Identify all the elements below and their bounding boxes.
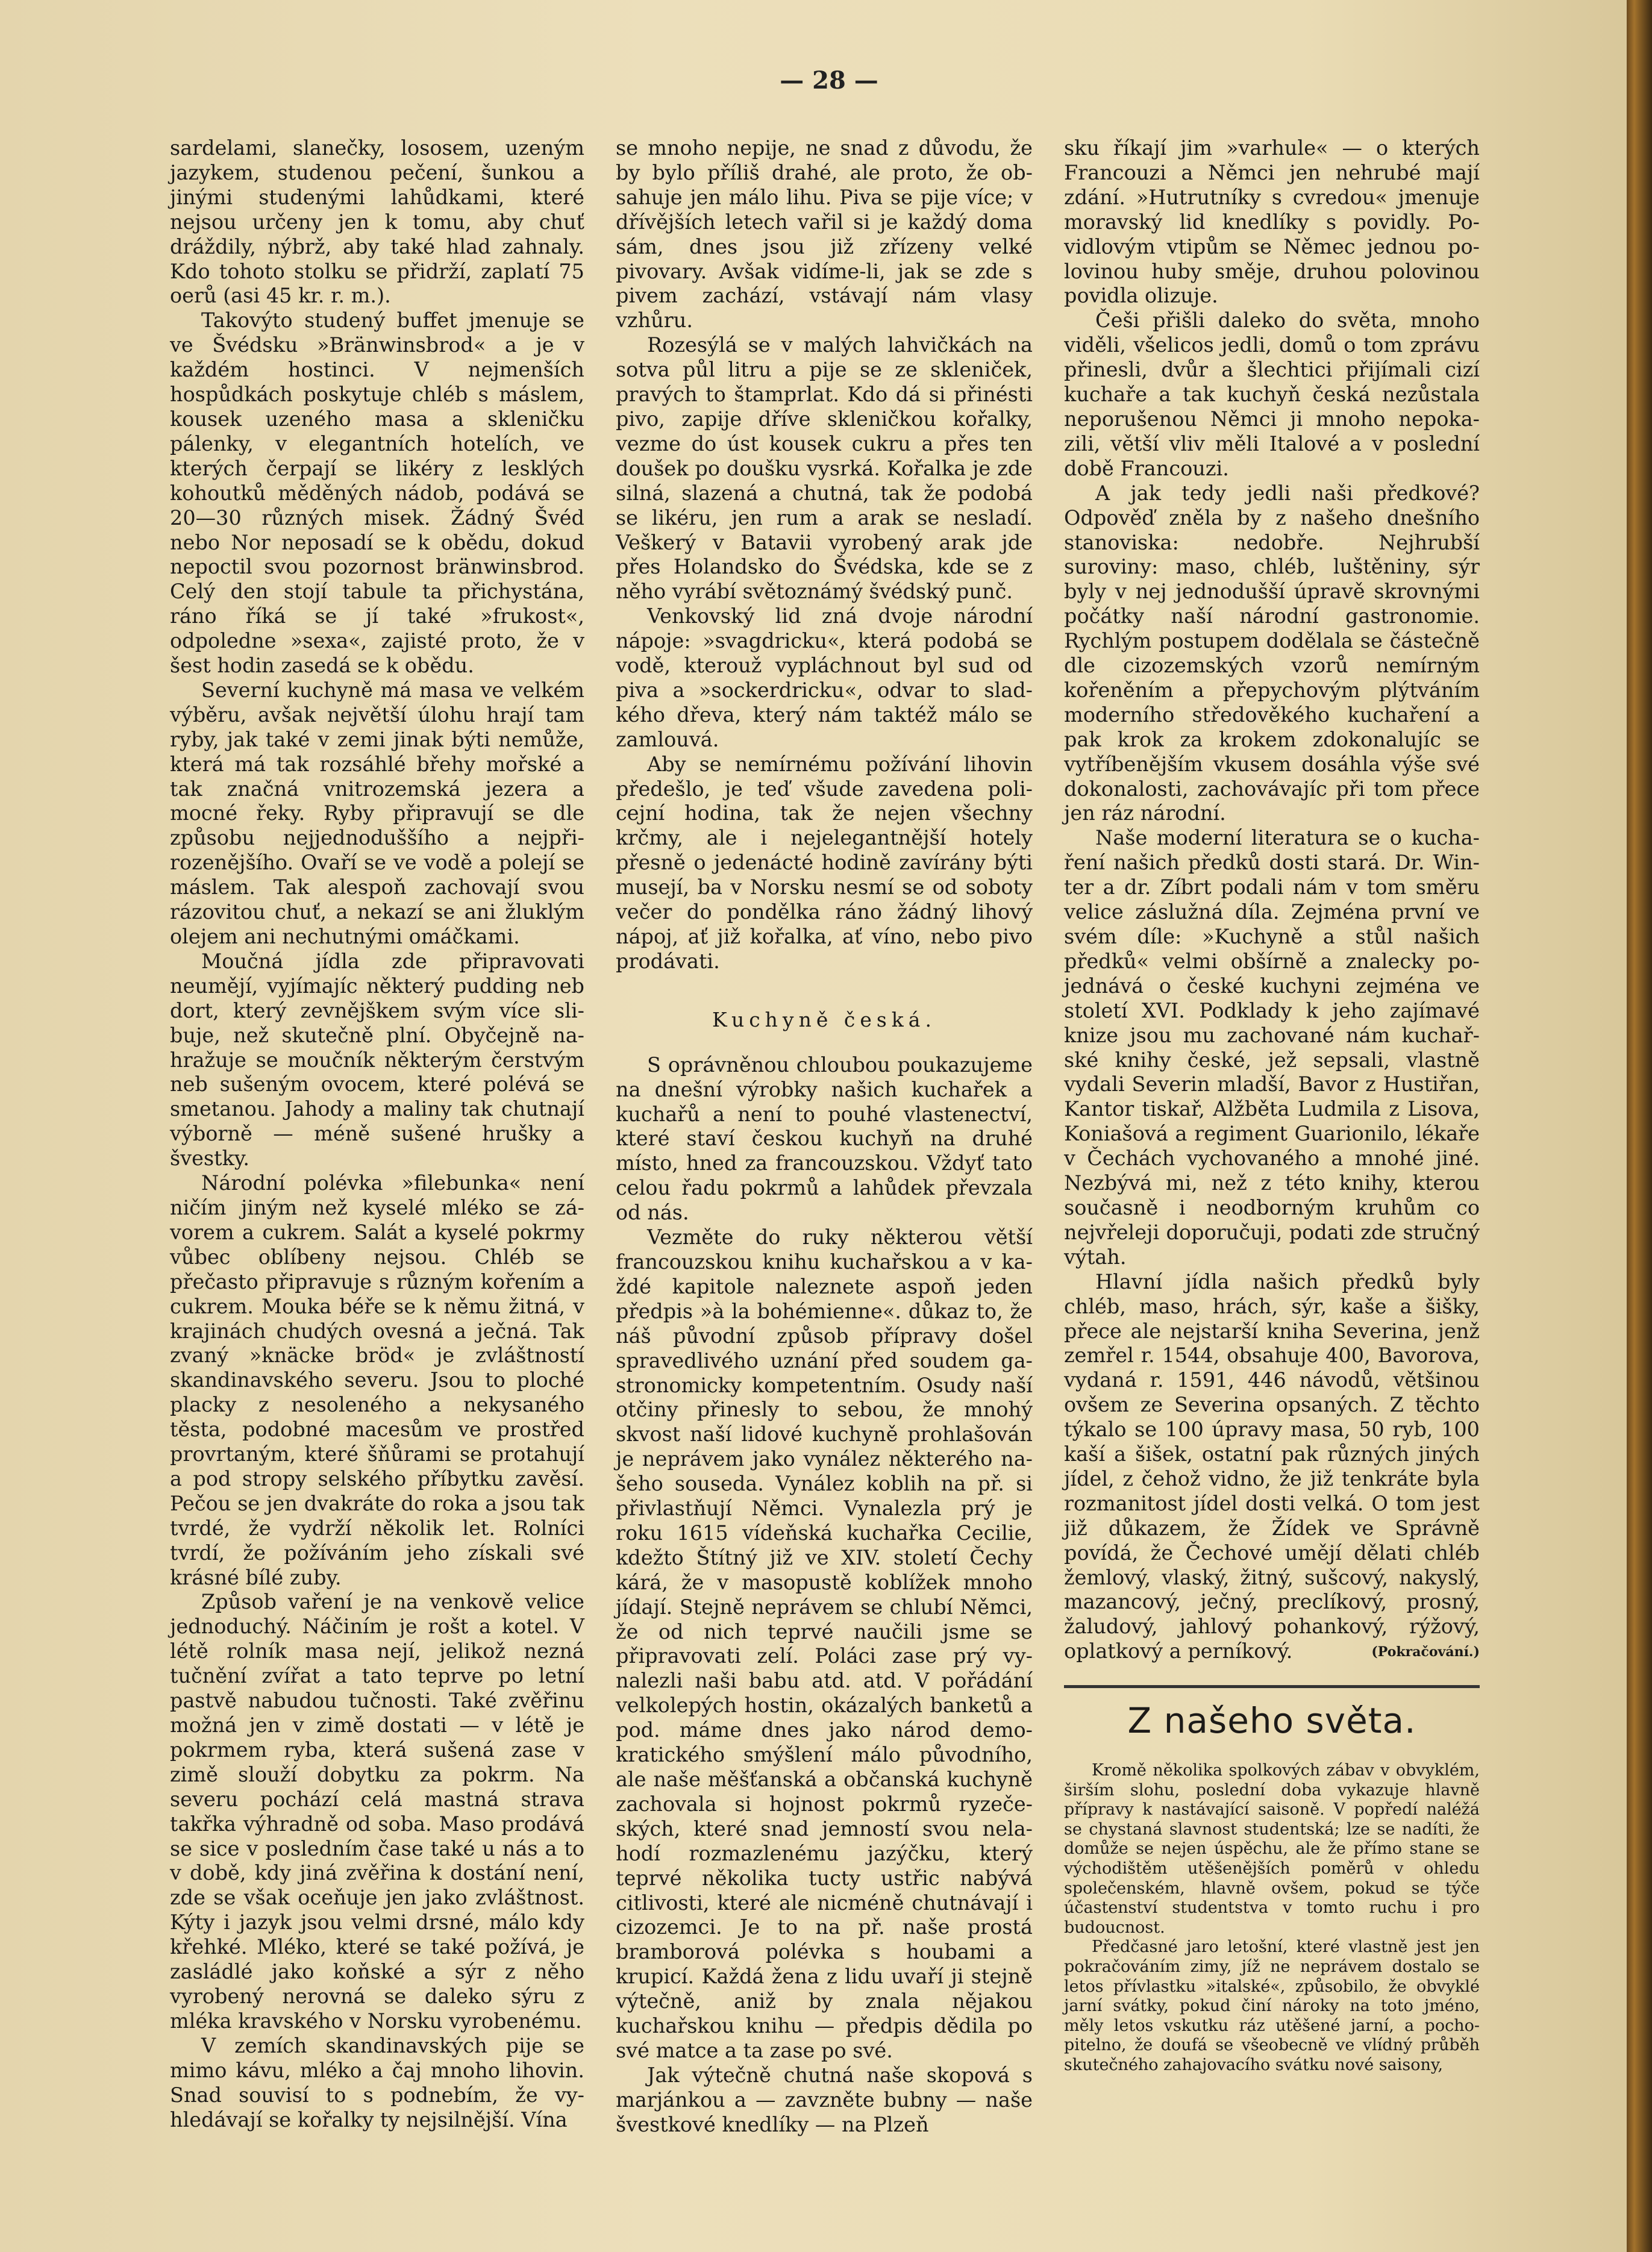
paragraph: S oprávněnou chloubou poukazujeme na dnešní výrobky našich kuchařek a kuchařů a není to pouhé vlastenectví, které staví českou kuchyň na druhé místo, hned za francouzskou. Vždyť tato celou řadu pokrmů a lahůdek převzala od nás. — [616, 1052, 1033, 1225]
page-number: — 28 — — [780, 66, 878, 95]
section-title: Z našeho světa. — [1127, 1700, 1416, 1742]
paragraph: Moučná jídla zde připravovati neumějí, vyjímajíc některý pudding neb dort, který zevnějškem svým více slibuje, než skutečně plní. Obyčejně nahražuje se moučník některým čerstvým neb sušeným ovocem, které polévá se smetanou. Jahody a maliny tak chutnají výborně — méně sušené hrušky a švestky. — [170, 949, 584, 1171]
paragraph: Vezměte do ruky některou větší francouzskou knihu kuchařskou a v každé kapitole naleznete aspoň jeden předpis »à la bohémienne«. důkaz to, že náš původní způsob přípravy došel spravedlivého uznání před soudem gastronomicky kompetentním. Osudy naší otčiny přinesly to sebou, že mnohý skvost naší lidové kuchyně prohlašován je neprávem jako vynález některého našeho souseda. Vynález koblih na př. si přivlastňují Němci. Vynalezla prý je roku 1615 vídeňská kuchařka Cecilie, kdežto Štítný již ve XIV. století Čechy kárá, že v masopustě koblížek mnoho jídají. Stejně neprávem se chlubí Němci, že od nich teprvé naučili jsme se připravovati zelí. Poláci zase prý vynalezli naši babu atd. atd. V pořádání velkolepých hostin, okázalých banketů a pod. máme dnes jako národ demokratického smýšlení málo původního, ale naše měšťanská a občanská kuchyně zachovala si hojnost pokrmů ryzečeských, které snad jemností svou nelahodí rozmazlenému jazýčku, který teprvé několika tucty ustřic nabývá citlivosti, které ale nicméně chutnávají i cizozemci. Je to na př. naše prostá bramborová polévka s houbami a krupicí. Každá žena z lidu uvaří ji stejně výtečně, aniž by znala nějakou kuchařskou knihu — předpis dědila po své matce a ta zase po své. — [616, 1225, 1033, 2062]
paragraph: Způsob vaření je na venkově velice jednoduchý. Náčiním je rošt a kotel. V létě rolník masa nejí, jelikož nezná tučnění zvířat a tato teprve po letní pastvě nabudou tučnosti. Také zvěřinu možná jen v zimě dostati — v létě je pokrmem ryba, která sušená zase v zimě slouží dobytku za pokrm. Na severu pochází celá mastná strava takřka výhradně od soba. Maso prodává se sice v posledním čase také u nás a to v době, kdy jiná zvěřina k dostání není, zde se však oceňuje jen jako zvláštnost. Kýty i jazyk jsou velmi drsné, málo kdy křehké. Mléko, které se také požívá, je zasládlé jako koňské a sýr z něho vyrobený nerovná se daleko sýru z mléka kravského v Norsku vyrobenému. — [170, 1590, 584, 2033]
column-2 — [616, 136, 1033, 2138]
paragraph: Kromě několika spolkových zábav v obvyklém, širším slohu, poslední doba vykazuje hlavně přípravy k nastávající saisoně. V popředí naléžá se chystaná slavnost studentská; lze se nadíti, že domůže se nejen úspěchu, ale že přímo stane se východištěm utěšenějších poměrů v ohledu společenském, hlavně ovšem, pokud se týče účastenství studentstva v tomto ruchu i pro budoucnost. — [1064, 1761, 1480, 1937]
paragraph: A jak tedy jedli naši předkové? Odpověď zněla by z našeho dnešního stanoviska: nedobře. Nejhrubší suroviny: maso, chléb, luštěniny, sýr byly v nej jednodušší úpravě skrovnými počátky naší národní gastronomie. Rychlým postupem dodělala se částečně dle cizozemských vzorů nemírným kořeněním a přepychovým plýtváním moderního středověkého kuchaření a pak krok za krokem zdokonalujíc se vytříbenějším vkusem dosáhla výše své dokonalosti, zachovávajíc při tom přece jen ráz národní. — [1064, 481, 1480, 825]
column-3 — [1064, 136, 1480, 2075]
paragraph: Venkovský lid zná dvoje národní nápoje: »svagdricku«, která podobá se vodě, kterouž vypláchnout byl sud od piva a »sockerdricku«, odvar to sladkého dřeva, který nám taktéž málo se zamlouvá. — [616, 604, 1033, 751]
paragraph: sardelami, slanečky, lososem, uzeným jazykem, studenou pečení, šunkou a jinými studenými lahůdkami, které nejsou určeny jen k tomu, aby chuť dráždily, nýbrž, aby také hlad zahnaly. Kdo tohoto stolku se přidrží, zaplatí 75 oerů (asi 45 kr. r. m.). — [170, 136, 584, 308]
paragraph: Hlavní jídla našich předků byly chléb, maso, hrách, sýr, kaše a šišky, přece ale nejstarší kniha Severina, jenž zemřel r. 1544, obsahuje 400, Bavorova, vydaná r. 1591, 446 návodů, většinou ovšem ze Severina opsaných. Z těchto týkalo se 100 úpravy masa, 50 ryb, 100 kaší a šišek, ostatní pak různých jiných jídel, z čehož vidno, že již tenkráte byla rozmanitost jídel dosti velká. O tom jest již důkazem, že Žídek ve Správně povídá, že Čechové umějí dělati chléb žemlový, vlaský, žitný, sušcový, nakyslý, mazancový, ječný, preclíkový, prosný, žaludový, jahlový pohankový, rýžový, oplatkový a perníkový. — [1064, 1269, 1480, 1663]
paragraph: Severní kuchyně má masa ve velkém výběru, avšak největší úlohu hrají tam ryby, jak také v zemi jinak býti nemůže, která má tak rozsáhlé břehy mořské a tak značná vnitrozemská jezera a mocné řeky. Ryby připravují se dle způsobu nejjednoduššího a nejpřirozenějšího. Ovaří se ve vodě a polejí se máslem. Tak alespoň zachovají svou rázovitou chuť, a nekazí se ani žluklým olejem ani nechutnými omáčkami. — [170, 678, 584, 948]
paragraph: Aby se nemírnému požívání lihovin předešlo, je teď všude zavedena policejní hodina, tak že nejen všechny krčmy, ale i nejelegantnější hotely přesně o jedenácté hodině zavírány býti musejí, ba v Norsku nesmí se od soboty večer do pondělka ráno žádný lihový nápoj, ať již kořalka, ať víno, nebo pivo prodávati. — [616, 752, 1033, 973]
paragraph: Češi přišli daleko do světa, mnoho viděli, všelicos jedli, domů o tom zprávu přinesli, dvůr a šlechtici přijímali cizí kuchaře a tak kuchyň česká nezůstala neporušenou Němci ji mnoho nepokazili, větší vliv měli Italové a v poslední době Francouzi. — [1064, 308, 1480, 480]
paragraph: Národní polévka »filebunka« není ničím jiným než kyselé mléko se závorem a cukrem. Salát a kyselé pokrmy vůbec oblíbeny nejsou. Chléb se přečasto připravuje s různým kořením a cukrem. Mouka béře se k němu žitná, v krajinách chudých ovesná a ječná. Tak zvaný »knäcke bröd« je zvláštností skandinavského severu. Jsou to ploché placky z nesoleného a nekysaného těsta, podobné macesům ve prostřed provrtaným, které šňůrami se protahují a pod stropy selského příbytku zavěsí. Pečou se jen dvakráte do roka a jsou tak tvrdé, že vydrží několik let. Rolníci tvrdí, že požíváním jeho získali své krásné bílé zuby. — [170, 1171, 584, 1589]
continued-note: (Pokračování.) — [1371, 1644, 1480, 1660]
paragraph: se mnoho nepije, ne snad z důvodu, že by bylo příliš drahé, ale proto, že obsahuje jen málo lihu. Piva se pije více; v dřívějších letech vařil si je každý doma sám, dnes jsou již zřízeny velké pivovary. Avšak vidíme-li, jak se zde s pivem zachází, vstávají nám vlasy vzhůru. — [616, 136, 1033, 333]
paragraph: sku říkají jim »varhule« — o kterých Francouzi a Němci jen nehrubé mají zdání. »Hutrutníky s cvredou« jmenuje moravský lid knedlíky s povidly. Povidlovým vtipům se Němec jednou polovinou huby směje, druhou polovinou povidla olizuje. — [1064, 136, 1480, 308]
paragraph: Jak výtečně chutná naše skopová s marjánkou a — zavzněte bubny — naše švestkové knedlíky — na Plzeň — [616, 2063, 1033, 2136]
binding-edge — [1627, 0, 1652, 2252]
paragraph: Rozesýlá se v malých lahvičkách na sotva půl litru a pije se ze skleniček, pravých to štamprlat. Kdo dá si přinésti pivo, zapije dříve skleničkou kořalky, vezme do úst kousek cukru a přes ten doušek po doušku vysrká. Kořalka je zde silná, slazená a chutná, tak že podobá se likéru, jen rum a arak se nesladí. Veškerý v Batavii vyrobený arak jde přes Holandsko do Švédska, kde se z něho vyrábí světoznámý švédský punč. — [616, 333, 1033, 604]
news-column — [1064, 1761, 1480, 2075]
paragraph: Předčasné jaro letošní, které vlastně jest jen pokračováním zimy, jíž ne neprávem dostalo se letos přívlastku »italské«, způsobilo, že obvyklé jarní svátky, pokud činí nároky na toto jméno, měly letos vskutku ráz utěšené jarní, a pochopitelno, že doufá se všeobecně ve vlídný průběh skutečného zahajovacího svátku nové saisony, — [1064, 1938, 1480, 2074]
divider — [1064, 1685, 1480, 1688]
section-subheading: Kuchyně česká. — [712, 1007, 936, 1031]
column-1 — [170, 136, 584, 2132]
paragraph: V zemích skandinavských pije se mimo kávu, mléko a čaj mnoho lihovin. Snad souvisí to s podnebím, že vyhledávají se kořalky ty nejsilnější. Vína — [170, 2033, 584, 2132]
paragraph: Naše moderní literatura se o kuchaření našich předků dosti stará. Dr. Winter a dr. Zíbrt podali nám v tom směru velice záslužná díla. Zejména první ve svém díle: »Kuchyně a stůl našich předků« velmi obšírně a znalecky pojednává o české kuchyni zejména ve století XVI. Podklady k jeho zajímavé knize jsou mu zachované nám kuchařské knihy české, jež sepsali, vlastně vydali Severin mladší, Bavor z Hustiřan, Kantor tiskař, Alžběta Ludmila z Lisova, Koniašová a regiment Guarionilo, lékaře v Čechách vychovaného a mnohé jiné. Nezbývá mi, než z této knihy, kterou současně i neodborným kruhům co nejvřeleji doporučuji, podati zde stručný výtah. — [1064, 826, 1480, 1269]
paragraph: Takovýto studený buffet jmenuje se ve Švédsku »Bränwinsbrod« a je v každém hostinci. V nejmenších hospůdkách poskytuje chléb s máslem, kousek uzeného masa a skleničku pálenky, v elegantních hotelích, ve kterých čerpají se likéry z lesklých kohoutků měděných nádob, podává se 20—30 různých misek. Žádný Švéd nebo Nor neposadí se k obědu, dokud nepoctil svou pozornost bränwinsbrod. Celý den stojí tabule ta přichystána, ráno říká se jí také »frukost«, odpoledne »sexa«, zajisté proto, že v šest hodin zasedá se k obědu. — [170, 308, 584, 678]
